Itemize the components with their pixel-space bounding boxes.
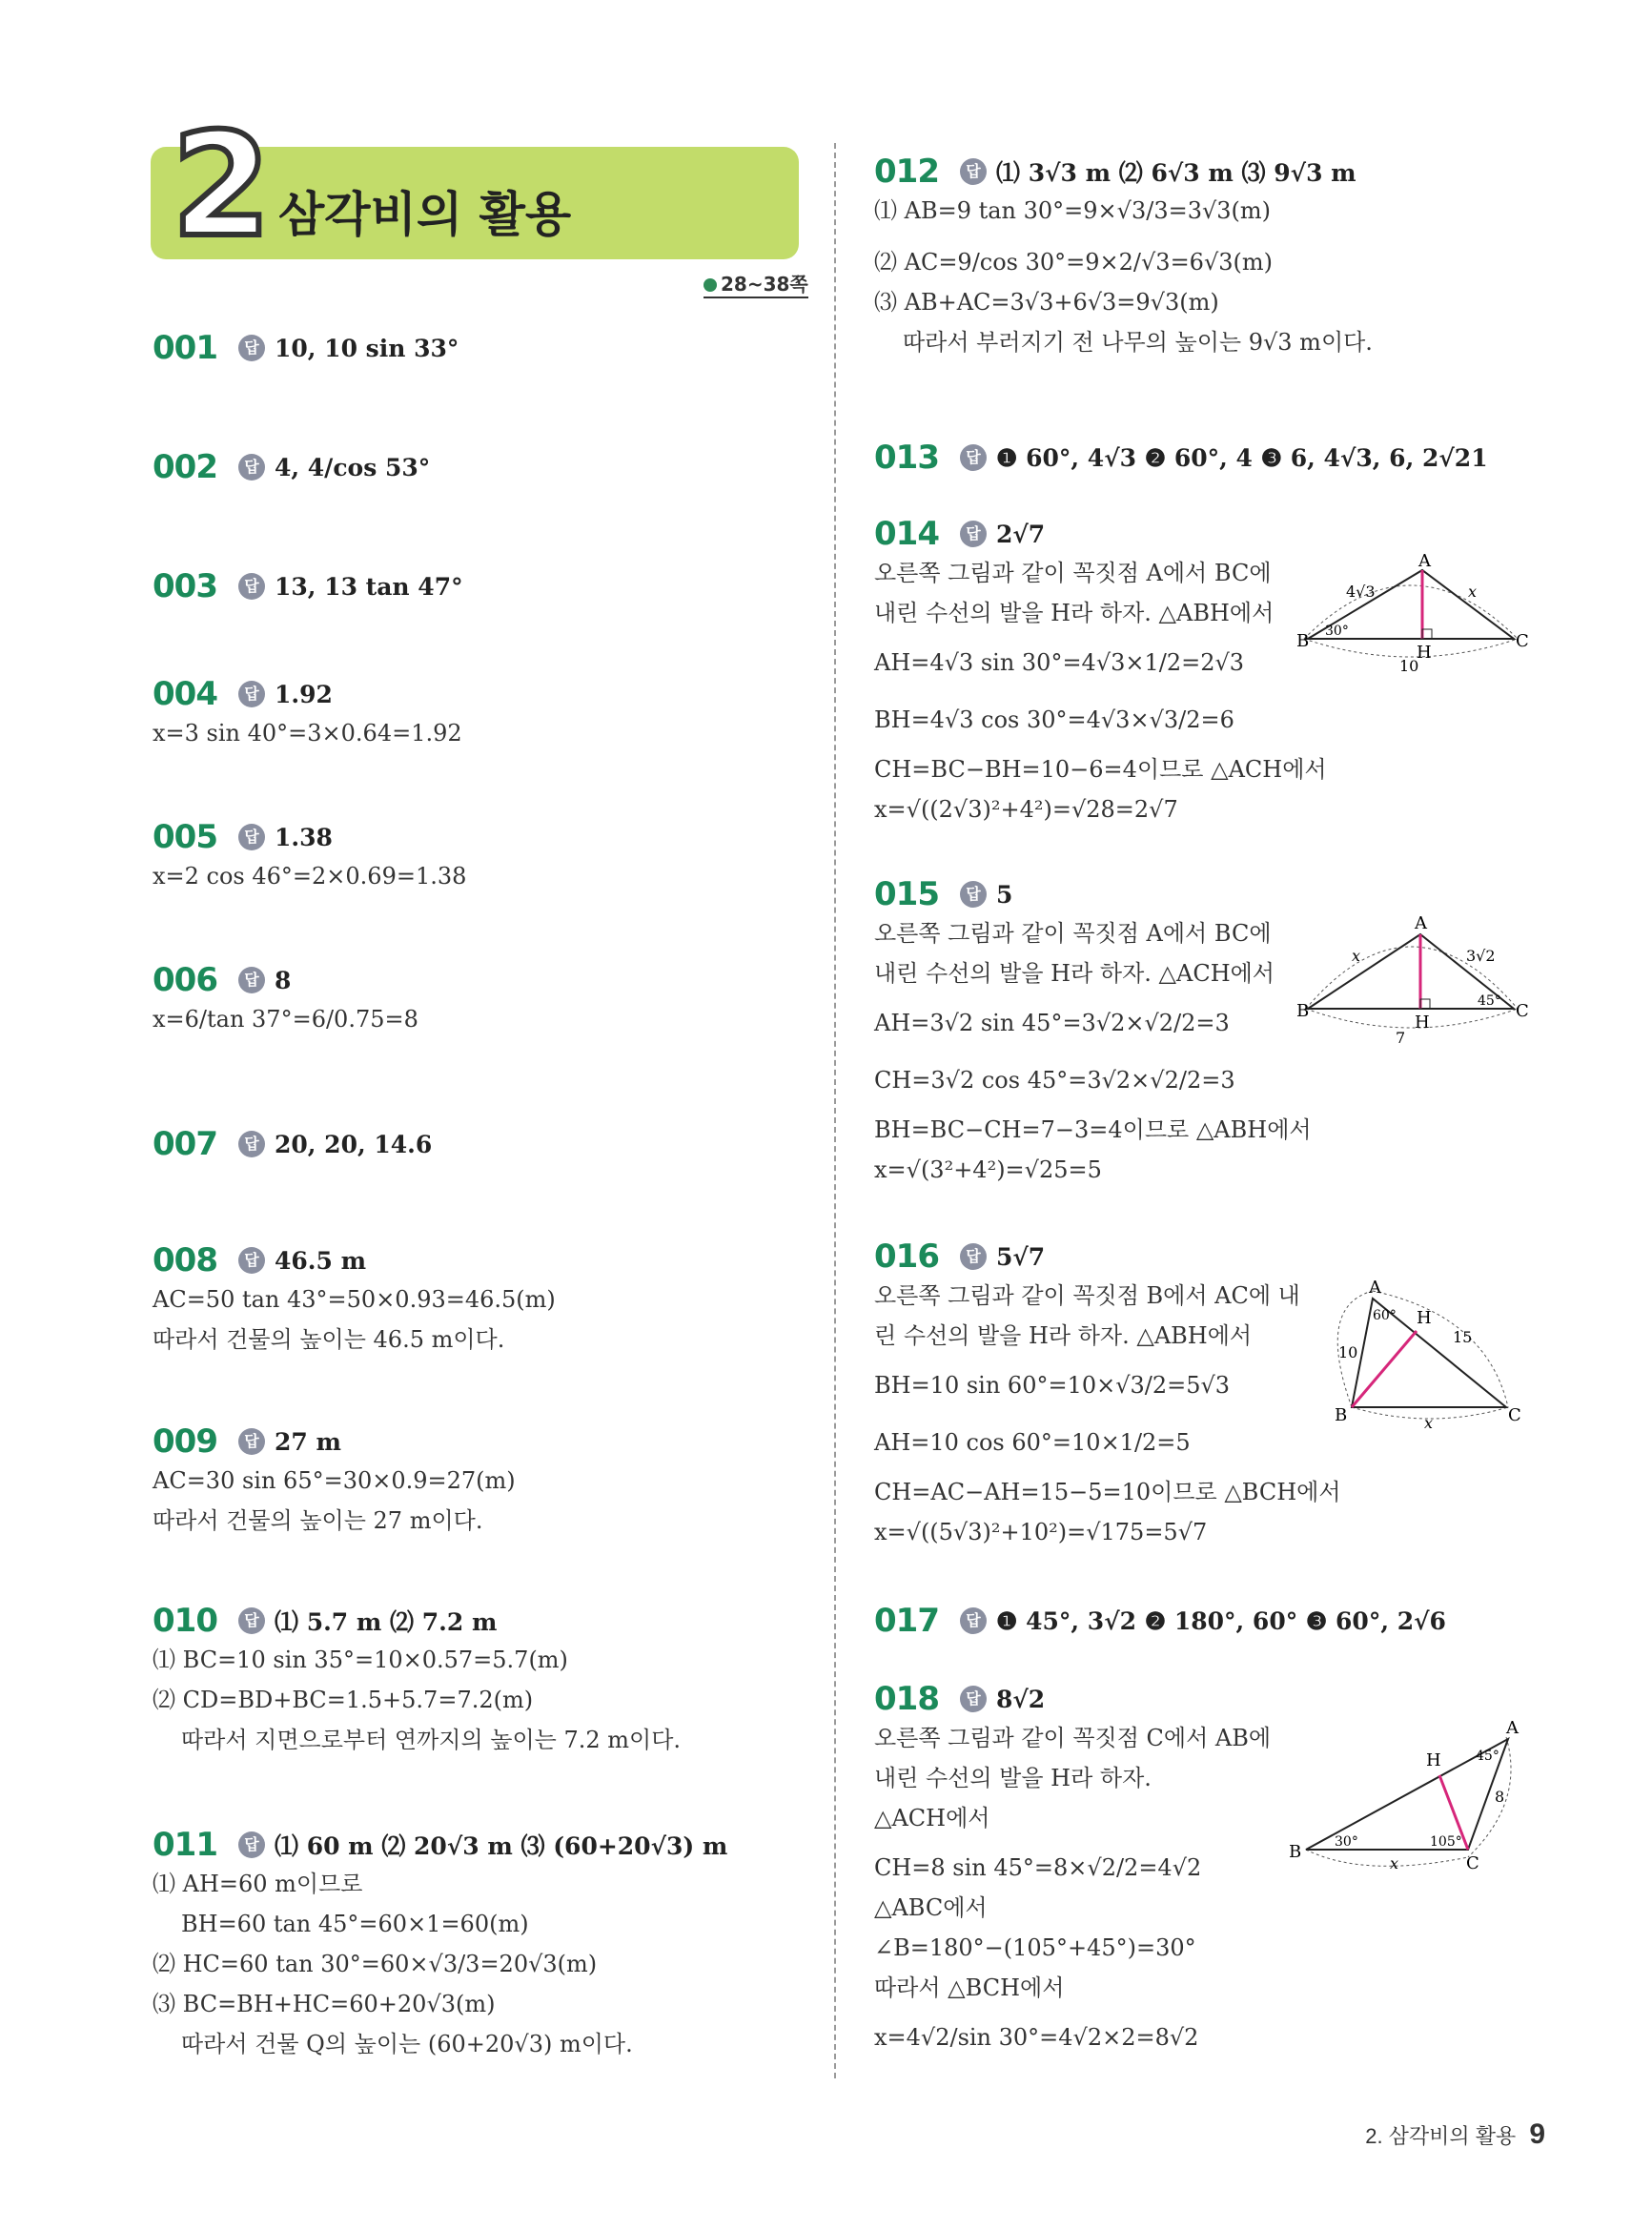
solution-line: ∠B=180°−(105°+45°)=30° — [874, 1934, 1196, 1961]
problem-header — [874, 875, 1312, 913]
answer-text: 5 — [995, 880, 1013, 909]
problem-header — [153, 1602, 681, 1640]
problem-number: 007 — [153, 1125, 217, 1163]
fig014-A: A — [1418, 551, 1431, 571]
problem-013 — [874, 439, 1488, 477]
solution-line: CH=8 sin 45°=8×√2/2=4√2 — [874, 1854, 1202, 1881]
problem-017 — [874, 1602, 1446, 1640]
chapter-title: 삼각비의 활용 — [278, 187, 572, 242]
solution-line: 오른쪽 그림과 같이 꼭짓점 A에서 BC에 — [874, 560, 1272, 586]
answer-text: 4, 4/cos 53° — [274, 453, 431, 481]
fig016-angle: 60° — [1373, 1308, 1397, 1323]
answer-badge: 답 — [238, 1831, 265, 1858]
problem-header — [153, 1826, 727, 1864]
answer-badge: 답 — [238, 681, 265, 707]
problem-number: 013 — [874, 439, 939, 477]
fig014-B: B — [1296, 631, 1310, 651]
fig016-C: C — [1508, 1405, 1521, 1425]
fig014-AB: 4√3 — [1346, 583, 1376, 601]
fig015-AB: x — [1352, 947, 1361, 965]
answer-text: 10, 10 sin 33° — [274, 334, 459, 362]
solution-line: △ACH에서 — [874, 1805, 990, 1831]
solution-line: CH=BC−BH=10−6=4이므로 △ACH에서 — [874, 756, 1327, 783]
answer-text: 5√7 — [995, 1242, 1046, 1271]
problem-header — [153, 961, 418, 999]
fig014-H: H — [1417, 643, 1432, 663]
answer-badge: 답 — [238, 1247, 265, 1274]
answer-badge: 답 — [238, 1131, 265, 1157]
solution-line: ⑴ BC=10 sin 35°=10×0.57=5.7(m) — [153, 1647, 568, 1673]
fig015-BC: 7 — [1396, 1029, 1406, 1047]
page-range-text: 28~38쪽 — [721, 273, 808, 296]
solution-line: ⑵ AC=9/cos 30°=9×2/√3=6√3(m) — [874, 249, 1273, 276]
fig015-H: H — [1415, 1013, 1430, 1033]
problem-number: 014 — [874, 515, 939, 553]
problem-number: 001 — [153, 329, 217, 367]
problem-006 — [153, 961, 418, 1039]
solution-line: 오른쪽 그림과 같이 꼭짓점 A에서 BC에 — [874, 920, 1272, 947]
problem-014 — [874, 515, 1327, 829]
problem-018 — [874, 1680, 1271, 2057]
answer-text: ❶ 60°, 4√3 ❷ 60°, 4 ❸ 6, 4√3, 6, 2√21 — [995, 443, 1488, 472]
page-range — [704, 269, 808, 298]
solution-line: AH=4√3 sin 30°=4√3×1/2=2√3 — [874, 649, 1245, 676]
figure-018 — [1287, 1716, 1525, 1878]
fig015-A: A — [1415, 913, 1427, 933]
problem-number: 011 — [153, 1826, 217, 1864]
fig015-angle: 45° — [1478, 993, 1501, 1009]
solution-line: 따라서 △BCH에서 — [874, 1974, 1065, 2001]
solution-line: BH=BC−CH=7−3=4이므로 △ABH에서 — [874, 1116, 1312, 1143]
problem-number: 010 — [153, 1602, 217, 1640]
problem-header — [153, 567, 463, 605]
solution-line: 따라서 지면으로부터 연까지의 높이는 7.2 m이다. — [181, 1727, 682, 1753]
solution-line: ⑴ AH=60 m이므로 — [153, 1871, 363, 1897]
solution-line: x=√(3²+4²)=√25=5 — [874, 1156, 1102, 1183]
answer-text: 1.92 — [274, 680, 333, 708]
bullet-icon — [704, 278, 717, 292]
answer-text: 27 m — [274, 1427, 341, 1456]
fig016-H: H — [1417, 1308, 1432, 1328]
answer-text: 46.5 m — [274, 1246, 367, 1275]
solution-line: 따라서 건물의 높이는 27 m이다. — [153, 1507, 483, 1534]
answer-badge: 답 — [960, 1607, 987, 1634]
fig016-B: B — [1335, 1405, 1348, 1425]
problem-number: 005 — [153, 818, 217, 856]
solution-line: AH=3√2 sin 45°=3√2×√2/2=3 — [874, 1010, 1230, 1036]
fig018-H: H — [1426, 1750, 1441, 1770]
answer-text: ⑴ 3√3 m ⑵ 6√3 m ⑶ 9√3 m — [995, 159, 1356, 187]
problem-header — [153, 675, 462, 713]
problem-number: 003 — [153, 567, 217, 605]
problem-number: 002 — [153, 448, 217, 486]
footer-chapter: 2. 삼각비의 활용 — [1365, 2124, 1517, 2148]
problem-header — [874, 515, 1327, 553]
problem-header — [153, 818, 466, 856]
solution-line: AH=10 cos 60°=10×1/2=5 — [874, 1429, 1191, 1456]
solution-line: 따라서 부러지기 전 나무의 높이는 9√3 m이다. — [903, 329, 1373, 356]
problem-header — [153, 1241, 556, 1279]
answer-badge: 답 — [960, 158, 987, 185]
solution-line: 오른쪽 그림과 같이 꼭짓점 C에서 AB에 — [874, 1725, 1272, 1751]
solution-line: BH=10 sin 60°=10×√3/2=5√3 — [874, 1372, 1231, 1399]
solution-line: ⑶ AB+AC=3√3+6√3=9√3(m) — [874, 289, 1219, 316]
problem-header — [874, 439, 1488, 477]
problem-number: 004 — [153, 675, 217, 713]
problem-007 — [153, 1125, 432, 1163]
fig014-BC: 10 — [1399, 657, 1419, 675]
answer-badge: 답 — [960, 521, 987, 547]
solution-line: ⑵ HC=60 tan 30°=60×√3/3=20√3(m) — [153, 1951, 598, 1977]
solution-line: x=2 cos 46°=2×0.69=1.38 — [153, 863, 467, 890]
answer-badge: 답 — [238, 1428, 265, 1455]
answer-text: 13, 13 tan 47° — [274, 572, 463, 601]
figure-014 — [1296, 551, 1529, 675]
fig018-angleA: 45° — [1476, 1749, 1499, 1764]
solution-line: 내린 수선의 발을 H라 하자. — [874, 1765, 1152, 1791]
solution-line: x=6/tan 37°=6/0.75=8 — [153, 1006, 418, 1033]
solution-line: 내린 수선의 발을 H라 하자. △ACH에서 — [874, 960, 1275, 987]
fig018-C: C — [1466, 1853, 1479, 1873]
problem-number: 008 — [153, 1241, 217, 1279]
fig014-AC: x — [1468, 583, 1478, 601]
answer-text: 1.38 — [274, 823, 333, 851]
problem-number: 016 — [874, 1238, 939, 1276]
problem-004 — [153, 675, 462, 753]
problem-header — [153, 448, 430, 486]
fig018-B: B — [1289, 1842, 1302, 1862]
solution-line: AC=50 tan 43°=50×0.93=46.5(m) — [153, 1286, 556, 1313]
problem-number: 018 — [874, 1680, 939, 1718]
problem-header — [874, 153, 1373, 191]
solution-line: 린 수선의 발을 H라 하자. △ABH에서 — [874, 1322, 1253, 1349]
solution-line: AC=30 sin 65°=30×0.9=27(m) — [153, 1467, 516, 1494]
solution-line: CH=3√2 cos 45°=3√2×√2/2=3 — [874, 1067, 1235, 1094]
fig015-C: C — [1516, 1001, 1529, 1021]
answer-badge: 답 — [238, 335, 265, 361]
page-footer — [1365, 2118, 1545, 2151]
solution-line: △ABC에서 — [874, 1894, 988, 1921]
answer-badge: 답 — [960, 444, 987, 471]
problem-010 — [153, 1602, 681, 1760]
answer-text: 8 — [274, 966, 292, 994]
answer-badge: 답 — [238, 454, 265, 481]
answer-text: 2√7 — [995, 520, 1046, 548]
fig018-A: A — [1506, 1718, 1519, 1738]
solution-line: x=√((5√3)²+10²)=√175=5√7 — [874, 1519, 1208, 1545]
problem-012 — [874, 153, 1373, 362]
problem-015 — [874, 875, 1312, 1190]
problem-002 — [153, 448, 430, 486]
answer-text: ⑴ 5.7 m ⑵ 7.2 m — [274, 1608, 498, 1636]
problem-header — [153, 1422, 516, 1461]
answer-badge: 답 — [238, 1607, 265, 1634]
answer-text: 20, 20, 14.6 — [274, 1130, 433, 1158]
chapter-number: 2 — [172, 103, 272, 269]
problem-header — [153, 1125, 432, 1163]
solution-line: 따라서 건물의 높이는 46.5 m이다. — [153, 1326, 505, 1353]
answer-badge: 답 — [238, 573, 265, 600]
answer-badge: 답 — [960, 881, 987, 908]
answer-badge: 답 — [238, 824, 265, 850]
fig016-AB: 10 — [1338, 1343, 1358, 1361]
solution-line: 내린 수선의 발을 H라 하자. △ABH에서 — [874, 600, 1275, 626]
problem-header — [874, 1680, 1271, 1718]
solution-line: ⑶ BC=BH+HC=60+20√3(m) — [153, 1991, 496, 2017]
fig014-C: C — [1516, 631, 1529, 651]
problem-number: 006 — [153, 961, 217, 999]
problem-number: 015 — [874, 875, 939, 913]
page-number: 9 — [1529, 2118, 1545, 2150]
problem-005 — [153, 818, 466, 896]
fig016-BC: x — [1424, 1414, 1434, 1432]
fig015-B: B — [1296, 1001, 1310, 1021]
answer-badge: 답 — [960, 1686, 987, 1712]
answer-badge: 답 — [238, 967, 265, 993]
problem-header — [874, 1602, 1446, 1640]
fig018-BC: x — [1390, 1854, 1399, 1872]
answer-badge: 답 — [960, 1243, 987, 1270]
solution-line: BH=60 tan 45°=60×1=60(m) — [181, 1911, 529, 1937]
answer-text: ⑴ 60 m ⑵ 20√3 m ⑶ (60+20√3) m — [274, 1832, 728, 1860]
solution-line: x=3 sin 40°=3×0.64=1.92 — [153, 720, 462, 747]
column-divider — [834, 143, 836, 2078]
problem-011 — [153, 1826, 727, 2064]
problem-001 — [153, 329, 459, 367]
answer-text: ❶ 45°, 3√2 ❷ 180°, 60° ❸ 60°, 2√6 — [995, 1606, 1446, 1635]
problem-009 — [153, 1422, 516, 1541]
solution-line: 오른쪽 그림과 같이 꼭짓점 B에서 AC에 내 — [874, 1282, 1300, 1309]
fig015-AC: 3√2 — [1466, 947, 1496, 965]
fig018-AC: 8 — [1495, 1788, 1505, 1806]
problem-header — [153, 329, 459, 367]
solution-line: 따라서 건물 Q의 높이는 (60+20√3) m이다. — [181, 2031, 633, 2057]
problem-008 — [153, 1241, 556, 1360]
solution-line: CH=AC−AH=15−5=10이므로 △BCH에서 — [874, 1479, 1341, 1505]
solution-line: x=4√2/sin 30°=4√2×2=8√2 — [874, 2024, 1199, 2051]
solution-line: ⑵ CD=BD+BC=1.5+5.7=7.2(m) — [153, 1687, 534, 1713]
problem-number: 017 — [874, 1602, 939, 1640]
fig018-angleC: 105° — [1430, 1834, 1462, 1850]
problem-003 — [153, 567, 463, 605]
solution-line: ⑴ AB=9 tan 30°=9×√3/3=3√3(m) — [874, 197, 1272, 224]
fig016-A: A — [1369, 1278, 1381, 1298]
problem-header — [874, 1238, 1341, 1276]
figure-016 — [1325, 1278, 1525, 1440]
problem-number: 009 — [153, 1422, 217, 1461]
problem-016 — [874, 1238, 1341, 1552]
solution-line: x=√((2√3)²+4²)=√28=2√7 — [874, 796, 1178, 823]
fig018-angleB: 30° — [1335, 1834, 1358, 1850]
problem-number: 012 — [874, 153, 939, 191]
figure-015 — [1296, 913, 1529, 1047]
fig014-angle: 30° — [1325, 624, 1349, 639]
answer-text: 8√2 — [995, 1685, 1046, 1713]
solution-line: BH=4√3 cos 30°=4√3×√3/2=6 — [874, 706, 1234, 733]
fig016-AC: 15 — [1453, 1328, 1473, 1346]
